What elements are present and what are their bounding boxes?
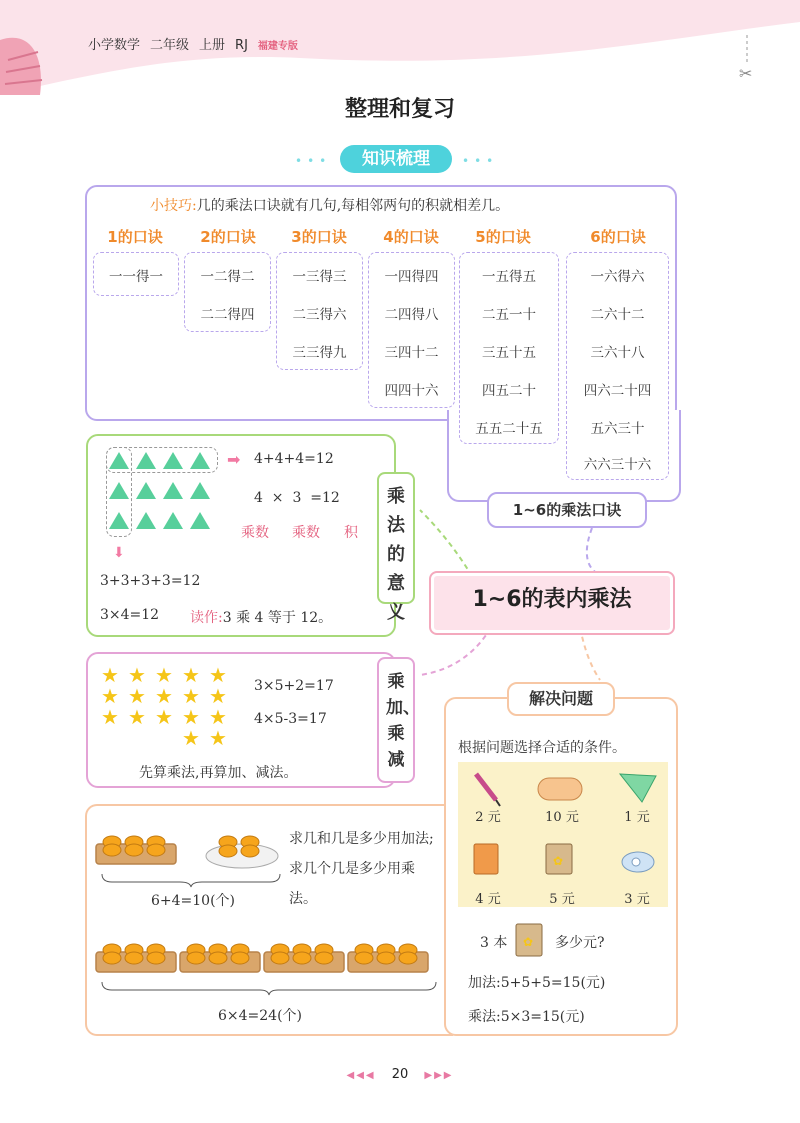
correction-tape-icon — [622, 852, 654, 872]
price-book: 5 元 — [549, 892, 575, 907]
dots-right: ••• — [462, 154, 499, 168]
solve-prompt: 根据问题选择合适的条件。 — [458, 740, 626, 756]
verse: 一二得二 — [200, 269, 255, 285]
tart-mul-equation: 6×4=24(个) — [218, 1008, 303, 1024]
star-icon: ★ — [101, 663, 119, 687]
price-tape: 3 元 — [624, 892, 650, 907]
star-icon: ★ — [182, 684, 200, 708]
triangle-icon — [163, 512, 183, 529]
verse: 一三得三 — [292, 269, 347, 285]
column-head: 2的口诀 — [200, 228, 256, 246]
verse: 一四得四 — [384, 269, 439, 285]
column-head: 5的口诀 — [475, 228, 531, 246]
order-rule: 先算乘法,再算加、减法。 — [139, 765, 298, 781]
verse-column-1 — [93, 252, 179, 296]
next-arrows-icon: ▶▶▶ — [424, 1070, 454, 1081]
verse: 四四十六 — [384, 383, 439, 399]
star-icon: ★ — [128, 705, 146, 729]
price-ruler: 1 元 — [624, 810, 650, 825]
triangle-icon — [109, 482, 129, 499]
mul-add-equation: 3×5+2=17 — [254, 678, 334, 694]
verse: 三四十二 — [384, 345, 439, 361]
notebook-icon — [474, 844, 498, 874]
triangle-icon — [163, 482, 183, 499]
verse: 三三得九 — [292, 345, 347, 361]
tart-rule: 求几和几是多少用加法;求几个几是多少用乘法。 — [289, 831, 434, 907]
section-badge: 知识梳理 — [340, 145, 452, 173]
verse: 五六三十 — [590, 421, 645, 437]
mul-row-equation: 4 × 3 =12 — [254, 490, 340, 506]
verse: 一一得一 — [109, 269, 163, 285]
column-head: 3的口诀 — [291, 228, 347, 246]
verse: 二六十二 — [590, 307, 645, 323]
star-icon: ★ — [182, 663, 200, 687]
mixed-ops-label-text: 乘加、乘减 — [386, 672, 420, 770]
add-row-equation: 4+4+4=12 — [254, 451, 334, 467]
verse-column-6 — [566, 252, 669, 480]
verse-column-5 — [459, 252, 559, 444]
meaning-label — [377, 472, 415, 623]
triangle-icon — [163, 452, 183, 469]
mul-sub-equation: 4×5-3=17 — [254, 711, 327, 727]
verse: 三五十五 — [482, 345, 536, 361]
star-icon: ★ — [209, 663, 227, 687]
add-method: 加法:5+5+5=15(元) — [468, 975, 606, 991]
triangle-icon — [136, 452, 156, 469]
verse-column-3 — [276, 252, 363, 370]
price-pencil-case: 10 元 — [545, 810, 579, 825]
header-text: 小学数学 二年级 上册 RJ 福建专版 — [88, 38, 298, 53]
tart-trays-row — [94, 938, 438, 976]
triangle-icon — [109, 452, 129, 469]
mixed-ops-label — [377, 657, 420, 783]
star-icon: ★ — [209, 726, 227, 750]
product-label: 积 — [344, 525, 358, 541]
verse: 六六三十六 — [583, 457, 652, 473]
svg-text:✿: ✿ — [553, 854, 564, 868]
verse-column-2 — [184, 252, 271, 332]
factor-label: 乘数 — [241, 525, 269, 541]
verse: 四五二十 — [482, 383, 536, 399]
star-icon: ★ — [128, 663, 146, 687]
column-head: 4的口诀 — [383, 228, 439, 246]
center-topic: 1~6的表内乘法 — [431, 573, 673, 633]
tart-plate — [204, 826, 284, 872]
items-row-2 — [470, 840, 670, 880]
triangle-ruler-icon — [620, 774, 656, 802]
verse: 二二得四 — [200, 307, 255, 323]
star-icon: ★ — [209, 684, 227, 708]
verse: 二三得六 — [292, 307, 347, 323]
star-icon: ★ — [182, 705, 200, 729]
column-head: 6的口诀 — [590, 228, 646, 246]
question-prefix: 3 本 — [480, 935, 508, 951]
arrow-down-icon: ⬇ — [113, 545, 125, 561]
triangle-icon — [190, 482, 210, 499]
tip-text: 小技巧:几的乘法口诀就有几句,每相邻两句的积就相差几。 — [150, 198, 510, 214]
verse: 四六二十四 — [583, 383, 652, 399]
triangle-icon — [109, 512, 129, 529]
book-icon — [512, 920, 548, 960]
pen-icon — [476, 774, 500, 806]
page-footer — [0, 1067, 800, 1082]
arrow-right-icon: ➡ — [227, 450, 241, 469]
read-as: 读作:3 乘 4 等于 12。 — [190, 610, 333, 626]
verse: 二五一十 — [482, 307, 536, 323]
dots-left: ••• — [295, 154, 332, 168]
tart-add-equation: 6+4=10(个) — [151, 893, 236, 909]
brace — [100, 980, 440, 996]
star-icon: ★ — [155, 684, 173, 708]
star-icon: ★ — [155, 663, 173, 687]
pencil-case-icon — [538, 778, 582, 800]
verse: 五五二十五 — [475, 421, 543, 437]
verse-column-4 — [368, 252, 455, 408]
brace — [100, 872, 282, 888]
star-icon: ★ — [101, 705, 119, 729]
price-pen: 2 元 — [475, 810, 501, 825]
triangle-icon — [190, 452, 210, 469]
price-notebook: 4 元 — [475, 892, 501, 907]
star-icon: ★ — [182, 726, 200, 750]
formula-chip: 1~6的乘法口诀 — [487, 492, 647, 528]
scissors-icon: ✂ — [739, 64, 753, 83]
factor-label: 乘数 — [292, 525, 320, 541]
mul-col-equation: 3×4=12 — [100, 607, 160, 623]
page-number: 20 — [391, 1067, 409, 1082]
triangle-icon — [190, 512, 210, 529]
book-icon — [546, 844, 572, 874]
solve-chip: 解决问题 — [507, 682, 615, 716]
question-suffix: 多少元? — [555, 935, 605, 951]
star-icon: ★ — [101, 684, 119, 708]
star-icon: ★ — [209, 705, 227, 729]
mul-method: 乘法:5×3=15(元) — [468, 1009, 585, 1025]
meaning-label-text: 乘法的意义 — [387, 486, 405, 623]
verse: 一六得六 — [590, 269, 645, 285]
triangle-icon — [136, 482, 156, 499]
verse: 二四得八 — [384, 307, 439, 323]
column-head: 1的口诀 — [107, 228, 163, 246]
star-icon: ★ — [128, 684, 146, 708]
verse: 一五得五 — [482, 269, 536, 285]
triangle-icon — [136, 512, 156, 529]
add-col-equation: 3+3+3+3=12 — [100, 573, 201, 589]
svg-text:✿: ✿ — [523, 935, 534, 949]
star-icon: ★ — [155, 705, 173, 729]
verse: 三六十八 — [590, 345, 645, 361]
page-title: 整理和复习 — [344, 97, 455, 122]
prev-arrows-icon: ◀◀◀ — [346, 1070, 376, 1081]
